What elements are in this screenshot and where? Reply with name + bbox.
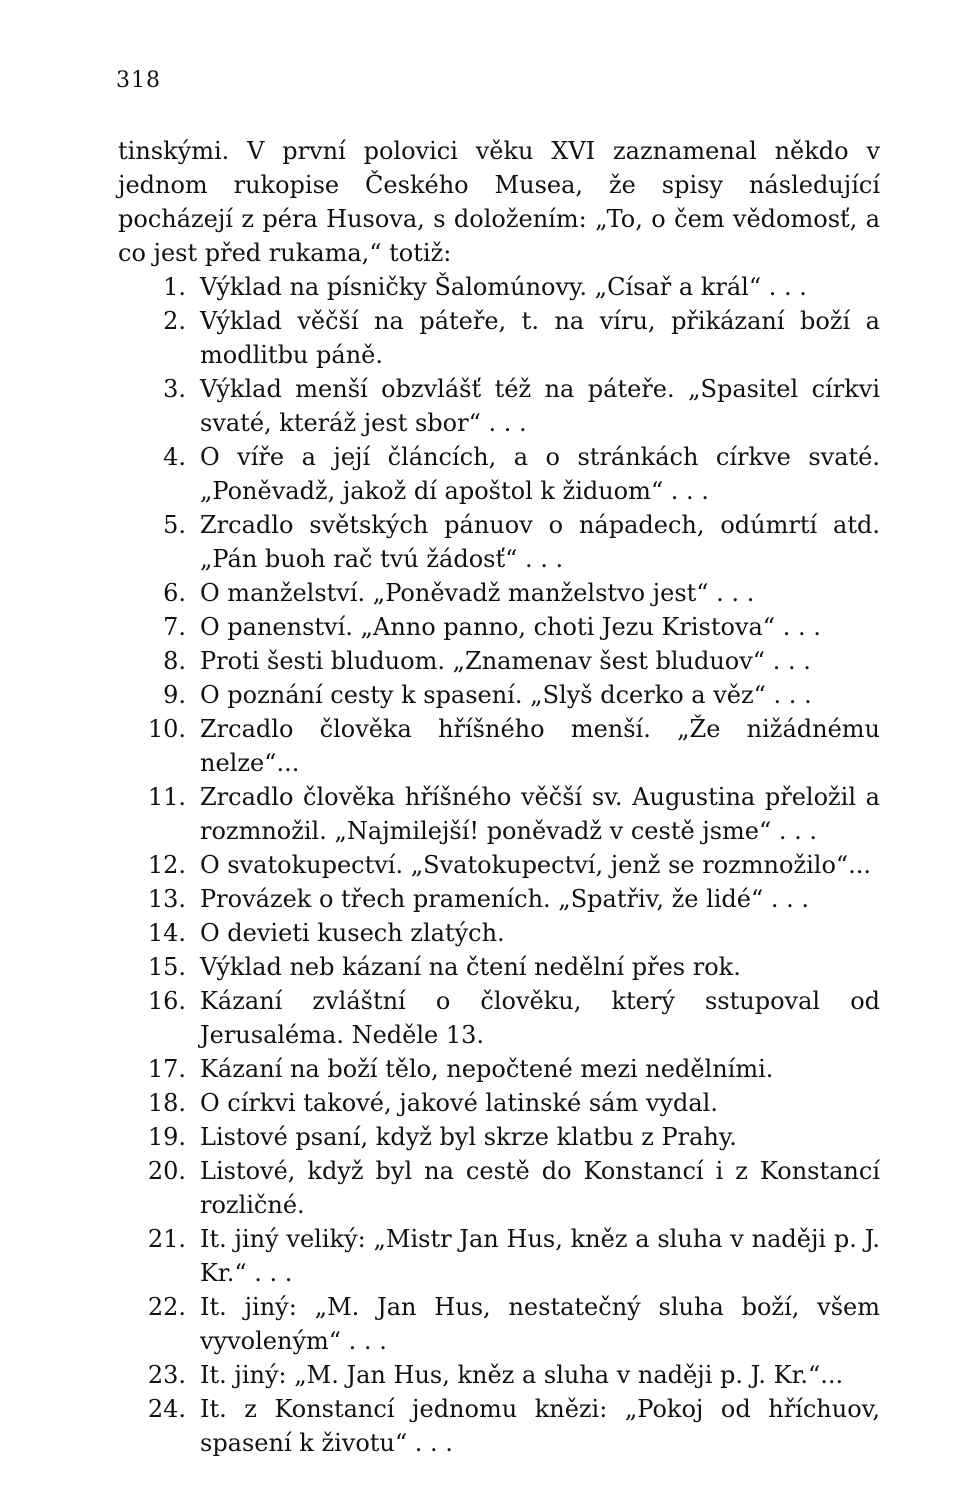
- list-item: [118, 610, 880, 644]
- intro-paragraph: tinskými. V první polovici věku XVI zaznamenal někdo v jednom rukopise Českého Musea, že spisy následující pocházejí z péra Husova, s doložením: „To, o čem vědomosť, a co jest před rukama,“ totiž:: [118, 137, 880, 267]
- list-item-number: 9.: [163, 681, 186, 709]
- list-item: [118, 712, 880, 780]
- list-item-number: 5.: [163, 511, 186, 539]
- list-item-text: Listové, když byl na cestě do Konstancí i z Konstancí rozličné.: [200, 1157, 880, 1219]
- list-item: [118, 780, 880, 848]
- list-item-text: O víře a její článcích, a o stránkách církve svaté. „Poněvadž, jakož dí apoštol k židuom“ . . .: [200, 443, 880, 505]
- list-item-text: It. jiný: „M. Jan Hus, kněz a sluha v naději p. J. Kr.“...: [200, 1361, 844, 1389]
- list-item: [118, 950, 880, 984]
- list-item: [118, 440, 880, 508]
- list-item-number: 17.: [147, 1055, 186, 1083]
- list-item: [118, 576, 880, 610]
- page-number: 318: [116, 68, 161, 93]
- list-item: [118, 1120, 880, 1154]
- list-item-text: O církvi takové, jakové latinské sám vydal.: [200, 1089, 718, 1117]
- list-item-number: 7.: [163, 613, 186, 641]
- list-item: [118, 372, 880, 440]
- list-item-text: Kázaní zvláštní o člověku, který sstupoval od Jerusaléma. Neděle 13.: [200, 987, 880, 1049]
- list-item: [118, 304, 880, 372]
- list-item-number: 11.: [147, 783, 186, 811]
- list-item-number: 23.: [147, 1361, 186, 1389]
- list-item-number: 18.: [147, 1089, 186, 1117]
- list-item: [118, 508, 880, 576]
- list-item-number: 3.: [163, 375, 186, 403]
- list-item: [118, 1290, 880, 1358]
- list-item: [118, 882, 880, 916]
- list-item: [118, 270, 880, 304]
- list-item: [118, 1154, 880, 1222]
- list-item: [118, 1358, 880, 1392]
- list-item-text: O poznání cesty k spasení. „Slyš dcerko a věz“ . . .: [200, 681, 812, 709]
- list-item-number: 19.: [147, 1123, 186, 1151]
- list-item-number: 10.: [147, 715, 186, 743]
- list-item-text: O panenství. „Anno panno, choti Jezu Kristova“ . . .: [200, 613, 821, 641]
- list-item-text: O manželství. „Poněvadž manželstvo jest“ . . .: [200, 579, 755, 607]
- list-item-text: O devieti kusech zlatých.: [200, 919, 505, 947]
- list-item-number: 24.: [147, 1395, 186, 1423]
- list-item-text: Výklad neb kázaní na čtení nedělní přes rok.: [200, 953, 741, 981]
- list-item-text: Zrcadlo světských pánuov o nápadech, odúmrtí atd. „Pán buoh rač tvú žádosť“ . . .: [200, 511, 880, 573]
- list-item-number: 13.: [147, 885, 186, 913]
- list-item-text: O svatokupectví. „Svatokupectví, jenž se rozmnožilo“...: [200, 851, 872, 879]
- list-item-number: 20.: [147, 1157, 186, 1185]
- list-item-text: It. jiný veliký: „Mistr Jan Hus, kněz a sluha v naději p. J. Kr.“ . . .: [200, 1225, 880, 1287]
- list-item-number: 15.: [147, 953, 186, 981]
- list-item-number: 14.: [147, 919, 186, 947]
- list-item-text: Kázaní na boží tělo, nepočtené mezi nedělními.: [200, 1055, 774, 1083]
- list-item-number: 8.: [163, 647, 186, 675]
- list-item: [118, 1086, 880, 1120]
- list-item: [118, 1392, 880, 1460]
- list-item-number: 22.: [147, 1293, 186, 1321]
- list-item: [118, 916, 880, 950]
- list-item-number: 2.: [163, 307, 186, 335]
- list-item: [118, 1052, 880, 1086]
- list-item-text: Zrcadlo člověka hříšného menší. „Že nižádnému nelze“...: [200, 715, 880, 777]
- list-item-number: 21.: [147, 1225, 186, 1253]
- list-item-number: 16.: [147, 987, 186, 1015]
- list-item-text: Výklad menší obzvlášť též na páteře. „Spasitel církvi svaté, kteráž jest sbor“ . . .: [200, 375, 880, 437]
- page-text: [118, 134, 880, 1460]
- list-item-number: 1.: [163, 273, 186, 301]
- list-item: [118, 848, 880, 882]
- list-item-text: Výklad na písničky Šalomúnovy. „Císař a král“ . . .: [200, 273, 807, 301]
- list-item: [118, 984, 880, 1052]
- list-item-text: Proti šesti bluduom. „Znamenav šest bluduov“ . . .: [200, 647, 811, 675]
- numbered-list: [118, 270, 880, 1460]
- list-item-text: Provázek o třech prameních. „Spatřiv, že lidé“ . . .: [200, 885, 810, 913]
- list-item: [118, 678, 880, 712]
- list-item-text: Listové psaní, když byl skrze klatbu z Prahy.: [200, 1123, 737, 1151]
- list-item-text: Výklad věčší na páteře, t. na víru, přikázaní boží a modlitbu páně.: [200, 307, 880, 369]
- list-item-text: It. z Konstancí jednomu knězi: „Pokoj od hříchuov, spasení k životu“ . . .: [200, 1395, 880, 1457]
- list-item: [118, 1222, 880, 1290]
- list-item-number: 12.: [147, 851, 186, 879]
- list-item-number: 4.: [163, 443, 186, 471]
- list-item: [118, 644, 880, 678]
- list-item-text: Zrcadlo člověka hříšného věčší sv. Augustina přeložil a rozmnožil. „Najmilejší! poněvadž v cestě jsme“ . . .: [200, 783, 880, 845]
- list-item-text: It. jiný: „M. Jan Hus, nestatečný sluha boží, všem vyvoleným“ . . .: [200, 1293, 880, 1355]
- list-item-number: 6.: [163, 579, 186, 607]
